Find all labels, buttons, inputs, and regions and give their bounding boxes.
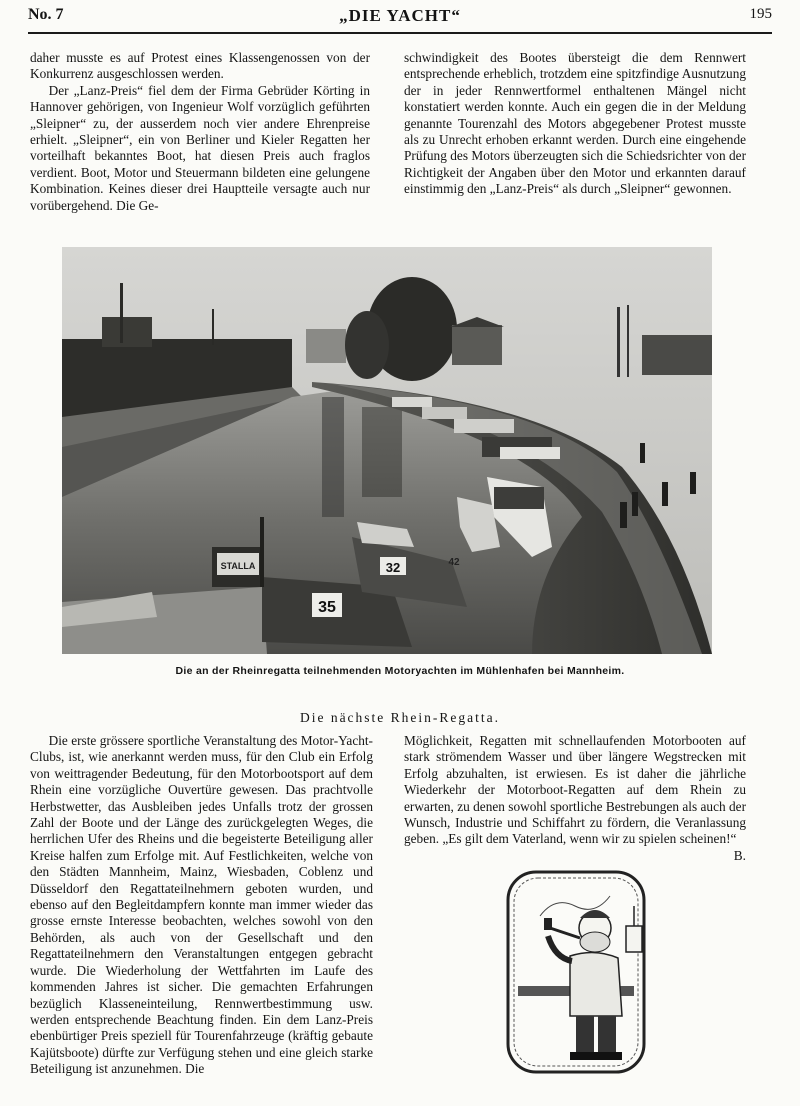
boat-sign-text: STALLA [220,561,256,571]
boat-number-42: 42 [448,557,460,568]
page-header [28,6,772,34]
top-left-column [30,50,370,214]
bottom-right-column [404,733,746,864]
paragraph: daher musste es auf Protest eines Klassengenossen von der Konkurrenz ausgeschlossen werden. [30,50,370,82]
author-signature: B. [733,847,746,863]
photo-caption: Die an der Rheinregatta teilnehmenden Motoryachten im Mühlenhafen bei Mannheim. [175,665,625,677]
paragraph: Die erste grössere sportliche Veranstaltung des Motor-Yacht-Clubs, ist, wie anerkannt werden muss, für den Club ein Erfolg von weittragender Bedeutung, für den Motorbootsport auf dem Rhein eine vorzügliche Ouvertüre gewesen. Das prachtvolle Herbstwetter, das Ausbleiben jedes Unfalls trotz der grossen Zahl der Boote und der Länge des zurückgelegten Weges, die herrlichen Ufer des Rheins und die begeisterte Beteiligung aller Kreise halfen zum Erfolge mit. Auf Festlichkeiten, welche von den Städten Mannheim, Mainz, Wiesbaden, Coblenz und Düsseldorf den Regattateilnehmern geboten wurden, und ebenso auf den Begleitdampfern konnte man immer wieder das grosse ernste Interesse beobachten, welches sowohl von den Behörden, als auch von der Gesellschaft und den Regattateilnehmern den Veranstaltungen entgegen gebracht wurde. Die Wiederholung der Wettfahrten im Laufe des kommenden Jahres ist sicher. Die gemachten Erfahrungen bezüglich Klasseneinteilung, Rennwertbestimmung usw. werden entsprechende Beachtung finden. Ein dem Lanz-Preis ebenbürtiger Preis speziell für Tourenfahrzeuge (kräftig gebaute Kajütsboote) dürfte zur Verfügung stehen und eine gleich starke Beteiligung ist anzunehmen. Die [30,733,373,1077]
paragraph: schwindigkeit des Bootes übersteigt die dem Rennwert entsprechende erheblich, trotzdem eine spitzfindige Ausnutzung der in jeder Rennwertformel enthaltenen Mängel nicht konstatiert werden konnte. Auch ein gegen die in der Meldung genannte Tourenzahl des Motors abgegebener Protest musste als zu Unrecht erhoben erkannt werden. Durch eine eingehende Prüfung des Motors überzeugten sich die Schiedsrichter von der Richtigkeit der Angaben über den Motor und erkannten darauf einstimmig den „Lanz-Preis“ als durch „Sleipner“ gewonnen. [404,50,746,197]
section-title: Die nächste Rhein-Regatta. [299,710,501,725]
bottom-left-column [30,733,373,1078]
journal-title: „DIE YACHT“ [339,6,461,25]
sailor-cartoon [500,866,652,1078]
issue-number: No. 7 [28,6,64,23]
top-right-column [404,50,746,198]
boat-number-32: 32 [385,560,401,575]
paragraph: Der „Lanz-Preis“ fiel dem der Firma Gebrüder Körting in Hannover gehörigen, von Ingenieur Wolf vorzüglich geführten „Sleipner“ zu, der ausserdem noch vier andere Ehrenpreise erhielt. „Sleipner“, ein von Berliner und Kieler Regatten her vorteilhaft bekanntes Boot, hat diesen Preis auch fraglos verdient. Boot, Motor und Steuermann bildeten eine gelungene Kombination. Keines dieser drei Hauptteile versagte auch nur vorübergehend. Die Ge- [30,82,370,213]
page-number: 195 [749,6,772,22]
boat-number-35: 35 [318,599,336,616]
paragraph: Möglichkeit, Regatten mit schnellaufenden Motorbooten auf stark strömendem Wasser und über längere Wegstrecken mit Erfolg abzuhalten, ist erwiesen. Es ist daher die jährliche Wiederkehr der Motorboot-Regatten auf dem Rhein zu erwarten, zu denen sowohl sportliche Bestrebungen als auch der Wunsch, Industrie und Schiffahrt zu fördern, die Veranlassung geben. „Es gilt dem Vaterland, wenn wir zu spielen scheinen!“ [404,733,746,847]
harbor-photo [62,247,712,654]
